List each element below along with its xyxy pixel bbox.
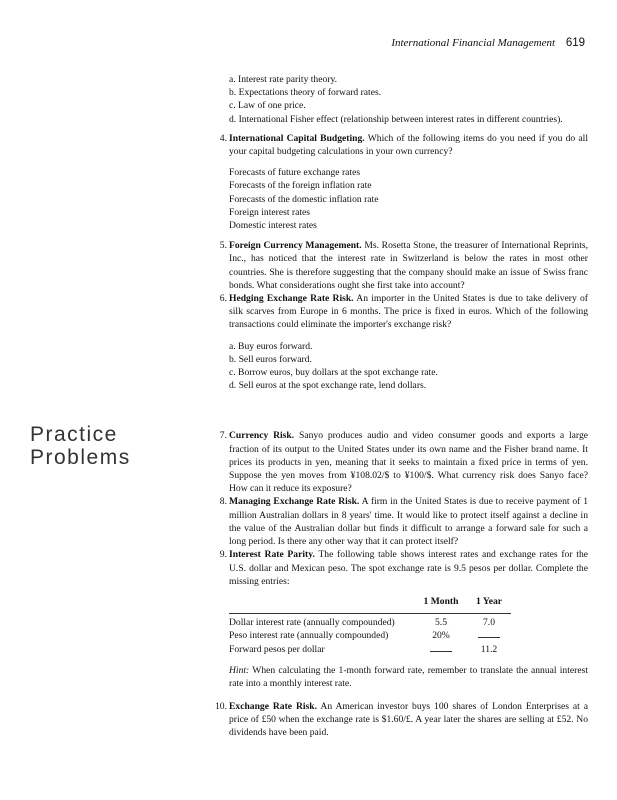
question-number: 4. — [219, 132, 227, 144]
list-item: Foreign interest rates — [229, 206, 310, 218]
list-item: Forecasts of future exchange rates — [229, 167, 361, 179]
question-title: Managing Exchange Rate Risk. — [229, 496, 360, 508]
question-number: 10. — [215, 700, 227, 712]
table-cell: Peso interest rate (annually compounded) — [229, 630, 389, 642]
table-row — [229, 629, 511, 642]
list-item: a. Interest rate parity theory. — [229, 74, 338, 85]
main-content — [215, 73, 589, 739]
q9-hint — [229, 664, 588, 690]
table-cell: Dollar interest rate (annually compounded) — [229, 614, 415, 630]
question-text: A firm in the United States is due to receive payment of 1 million Australian dollars in 8 years' time. It would like to protect itself against a decline in the value of the Australian dollar but finds it difficult to arrange a forward sale for such a long period. Is there any other way that it can protect itself? — [229, 496, 588, 548]
list-item: a. Buy euros forward. — [229, 340, 313, 352]
table-cell-blank — [415, 643, 467, 656]
sidebar-line-2: Problems — [30, 446, 131, 469]
question-number: 7. — [219, 430, 227, 442]
question-4 — [219, 132, 588, 158]
question-5 — [219, 239, 588, 292]
table-header — [229, 595, 415, 614]
question-number: 6. — [219, 293, 227, 305]
question-10 — [215, 700, 589, 740]
question-number: 9. — [219, 549, 227, 561]
sidebar-line-1: Practice — [30, 423, 118, 446]
question-text: An American investor buys 100 shares of London Enterprises at a price of £50 when the exchange rate is $1.60/£. A year later the shares are selling at £52. No dividends have been paid. — [229, 700, 589, 739]
table-header-row — [229, 595, 511, 614]
q4-items — [229, 166, 588, 232]
question-title: Currency Risk. — [229, 430, 295, 442]
table-cell: Forward pesos per dollar — [229, 643, 325, 655]
table-header: 1 Month — [423, 595, 459, 607]
hint-text: When calculating the 1-month forward rate, remember to translate the annual interest rate into a monthly interest rate. — [229, 664, 588, 689]
table-cell: 7.0 — [467, 614, 511, 630]
question-title: Foreign Currency Management. — [229, 240, 362, 252]
table-row — [229, 614, 511, 630]
table-cell-blank — [467, 629, 511, 642]
q3-options — [229, 73, 588, 126]
table-cell: 5.5 — [415, 614, 467, 630]
q6-options — [229, 340, 588, 393]
question-text: Which of the following items do you need if you do all your capital budgeting calculations in your own currency? — [229, 132, 588, 158]
blank-line — [430, 644, 452, 652]
question-title: Hedging Exchange Rate Risk. — [229, 293, 354, 305]
interest-rate-table — [229, 595, 511, 656]
hint-label: Hint: — [229, 664, 250, 676]
list-item: b. Expectations theory of forward rates. — [229, 87, 382, 99]
question-number: 5. — [219, 240, 227, 252]
list-item: d. Sell euros at the spot exchange rate, lend dollars. — [229, 380, 427, 392]
table-header: 1 Year — [475, 595, 503, 607]
question-8 — [219, 495, 588, 548]
table-cell: 20% — [432, 630, 450, 642]
list-item: Forecasts of the foreign inflation rate — [229, 180, 372, 192]
question-text: An importer in the United States is due to take delivery of silk scarves from Europe in 6 months. The price is fixed in euros. Which of the following transactions could eliminate the importer's exchange risk? — [229, 293, 588, 331]
question-6 — [219, 292, 588, 332]
question-text: Sanyo produces audio and video consumer goods and exports a large fraction of its output to the United States under its own name and the Fisher brand name. It prices its products in yen, meaning that it seeks to maintain a fixed price in terms of yen. Suppose the yen moves from ¥108.02/$ to ¥100/$. What currency risk does Sanyo face? How can it reduce its exposure? — [229, 430, 589, 495]
question-title: Exchange Rate Risk. — [229, 700, 318, 712]
question-7 — [219, 429, 589, 495]
question-number: 8. — [219, 496, 227, 508]
book-title: International Financial Management — [391, 37, 556, 49]
list-item: c. Law of one price. — [229, 100, 306, 112]
question-title: Interest Rate Parity. — [229, 549, 315, 561]
list-item: Domestic interest rates — [229, 220, 317, 232]
list-item: d. International Fisher effect (relationship between interest rates in different countries). — [229, 113, 563, 125]
blank-line — [478, 630, 500, 638]
list-item: b. Sell euros forward. — [229, 353, 312, 365]
table-row — [229, 643, 511, 656]
page-header — [391, 37, 585, 49]
question-text: The following table shows interest rates and exchange rates for the U.S. dollar and Mexican peso. The spot exchange rate is 9.5 pesos per dollar. Complete the missing entries: — [229, 549, 588, 587]
list-item: Forecasts of the domestic inflation rate — [229, 193, 379, 205]
list-item: c. Borrow euros, buy dollars at the spot exchange rate. — [229, 367, 438, 379]
question-text: Ms. Rosetta Stone, the treasurer of International Reprints, Inc., has noticed that the interest rate in Switzerland is below the rates in most other countries. She is therefore suggesting that the company should make an issue of Swiss franc bonds. What considerations ought she first take into account? — [229, 240, 588, 291]
question-title: International Capital Budgeting. — [229, 132, 365, 144]
question-9 — [219, 548, 588, 588]
table-cell: 11.2 — [480, 643, 498, 655]
practice-problems-heading — [30, 423, 131, 469]
page-number: 619 — [565, 37, 585, 49]
